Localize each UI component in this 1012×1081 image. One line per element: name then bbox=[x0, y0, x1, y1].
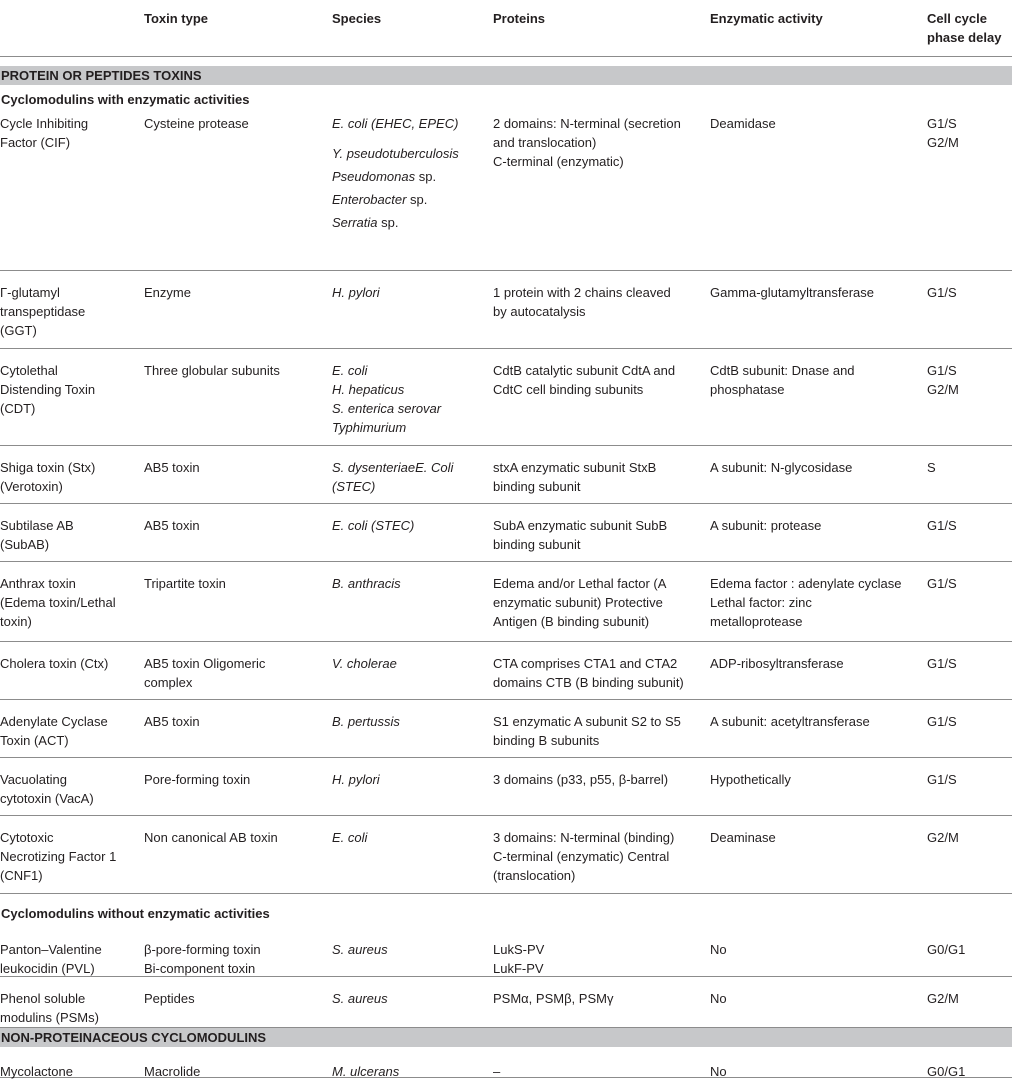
italic-text: Serratia bbox=[332, 215, 378, 230]
cell-line: Hypothetically bbox=[710, 772, 791, 787]
enzymatic-activity-cell bbox=[710, 654, 925, 673]
plain-text: sp. bbox=[406, 192, 428, 207]
enzymatic-activity-cell bbox=[710, 516, 925, 535]
cell-line: Pore-forming toxin bbox=[144, 772, 251, 787]
section-bar: PROTEIN OR PEPTIDES TOXINS bbox=[0, 66, 1012, 85]
cell-line: A subunit: protease bbox=[710, 518, 822, 533]
cell-line: AB5 toxin bbox=[144, 714, 200, 729]
cell-line: Cytotoxic bbox=[0, 830, 54, 845]
cell-line bbox=[332, 654, 487, 673]
cell-line: 2 domains: N-terminal (secretion bbox=[493, 116, 681, 131]
phase-delay-cell bbox=[927, 989, 1012, 1008]
cell-line: (CNF1) bbox=[0, 868, 43, 883]
cell-line: Edema and/or Lethal factor (A bbox=[493, 576, 667, 591]
table-row bbox=[0, 1049, 1012, 1078]
table-row bbox=[0, 270, 1012, 349]
cell-line: G1/S bbox=[927, 576, 957, 591]
cell-line: Cysteine protease bbox=[144, 116, 249, 131]
cell-line: (CDT) bbox=[0, 401, 36, 416]
cell-line: G2/M bbox=[927, 135, 959, 150]
cell-line bbox=[332, 477, 487, 496]
italic-text: B. anthracis bbox=[332, 576, 401, 591]
proteins-cell bbox=[493, 1062, 703, 1081]
cell-line: phosphatase bbox=[710, 382, 785, 397]
cell-line: binding B subunits bbox=[493, 733, 600, 748]
cell-line: binding subunit bbox=[493, 479, 581, 494]
cell-line: G1/S bbox=[927, 363, 957, 378]
cell-line bbox=[332, 165, 487, 188]
cell-line: Deaminase bbox=[710, 830, 776, 845]
cell-line bbox=[332, 712, 487, 731]
italic-text: S. dysenteriaeE. Coli bbox=[332, 460, 454, 475]
cell-line: enzymatic subunit) Protective bbox=[493, 595, 663, 610]
cell-line: G1/S bbox=[927, 285, 957, 300]
cell-line bbox=[332, 458, 487, 477]
cell-line: by autocatalysis bbox=[493, 304, 586, 319]
species-cell bbox=[332, 989, 487, 1008]
cell-line: – bbox=[493, 1064, 501, 1079]
cell-line: G0/G1 bbox=[927, 1064, 966, 1079]
enzymatic-activity-cell bbox=[710, 712, 925, 731]
cell-line: Adenylate Cyclase bbox=[0, 714, 108, 729]
proteins-cell bbox=[493, 114, 703, 171]
phase-delay-cell bbox=[927, 712, 1012, 731]
cell-line: Macrolide bbox=[144, 1064, 201, 1079]
cell-line: Edema factor : adenylate cyclase bbox=[710, 576, 902, 591]
cell-line: CdtC cell binding subunits bbox=[493, 382, 644, 397]
cell-line: Necrotizing Factor 1 bbox=[0, 849, 117, 864]
table-row bbox=[0, 927, 1012, 977]
cell-line: No bbox=[710, 942, 727, 957]
toxin-type bbox=[144, 712, 324, 731]
cell-line: modulins (PSMs) bbox=[0, 1010, 99, 1025]
cell-line: Cycle Inhibiting bbox=[0, 116, 89, 131]
cell-line: LukS-PV bbox=[493, 942, 545, 957]
cell-line: metalloprotease bbox=[710, 614, 803, 629]
toxin-name bbox=[0, 989, 135, 1027]
toxin-name bbox=[0, 458, 135, 496]
cell-line: Toxin (ACT) bbox=[0, 733, 69, 748]
cell-line: AB5 toxin bbox=[144, 518, 200, 533]
toxin-type bbox=[144, 940, 324, 978]
cell-line: binding subunit bbox=[493, 537, 581, 552]
table-row bbox=[0, 641, 1012, 700]
toxin-name bbox=[0, 1062, 135, 1081]
proteins-cell bbox=[493, 654, 703, 692]
phase-delay-cell bbox=[927, 283, 1012, 302]
cell-line: 1 protein with 2 chains cleaved bbox=[493, 285, 671, 300]
proteins-cell bbox=[493, 458, 703, 496]
species-cell bbox=[332, 361, 487, 437]
cell-line: G2/M bbox=[927, 830, 959, 845]
species-cell bbox=[332, 654, 487, 673]
cell-line: C-terminal (enzymatic) bbox=[493, 154, 624, 169]
enzymatic-activity-cell bbox=[710, 828, 925, 847]
cell-line bbox=[332, 399, 487, 418]
cell-line: Subtilase AB bbox=[0, 518, 74, 533]
cell-line: Distending Toxin bbox=[0, 382, 96, 397]
cell-line: G1/S bbox=[927, 772, 957, 787]
toxin-type bbox=[144, 361, 324, 380]
italic-text: S. enterica serovar bbox=[332, 401, 442, 416]
cell-line: G1/S bbox=[927, 714, 957, 729]
italic-text: (STEC) bbox=[332, 479, 376, 494]
cell-line: No bbox=[710, 1064, 727, 1079]
cell-line: β-pore-forming toxin bbox=[144, 942, 261, 957]
enzymatic-activity-cell bbox=[710, 770, 925, 789]
proteins-cell bbox=[493, 828, 703, 885]
proteins-cell bbox=[493, 712, 703, 750]
cell-line: Gamma-glutamyltransferase bbox=[710, 285, 874, 300]
toxin-type bbox=[144, 458, 324, 477]
cell-line: SubA enzymatic subunit SubB bbox=[493, 518, 668, 533]
toxin-type bbox=[144, 770, 324, 789]
phase-delay-cell bbox=[927, 828, 1012, 847]
header-text: Enzymatic activity bbox=[710, 11, 823, 26]
plain-text: sp. bbox=[377, 215, 399, 230]
italic-text: H. pylori bbox=[332, 772, 380, 787]
italic-text: Pseudomonas bbox=[332, 169, 416, 184]
species-cell bbox=[332, 940, 487, 959]
cell-line: Bi-component toxin bbox=[144, 961, 256, 976]
toxin-name bbox=[0, 283, 135, 340]
spacer bbox=[332, 133, 487, 142]
toxin-name bbox=[0, 654, 135, 673]
proteins-cell bbox=[493, 283, 703, 321]
enzymatic-activity-cell bbox=[710, 989, 925, 1008]
cell-line: Γ-glutamyl bbox=[0, 285, 60, 300]
enzymatic-activity-cell bbox=[710, 1062, 925, 1081]
table-row bbox=[0, 110, 1012, 271]
cell-line: (translocation) bbox=[493, 868, 576, 883]
cell-line: AB5 toxin Oligomeric bbox=[144, 656, 266, 671]
cell-line: CdtB catalytic subunit CdtA and bbox=[493, 363, 676, 378]
column-header bbox=[493, 9, 703, 28]
cell-line: G1/S bbox=[927, 116, 957, 131]
cell-line: Phenol soluble bbox=[0, 991, 86, 1006]
cell-line bbox=[332, 574, 487, 593]
cell-line: PSMα, PSMβ, PSMγ bbox=[493, 991, 614, 1006]
header-text: Toxin type bbox=[144, 11, 209, 26]
italic-text: S. aureus bbox=[332, 991, 388, 1006]
cell-line: Non canonical AB toxin bbox=[144, 830, 278, 845]
column-header bbox=[710, 9, 925, 28]
column-header bbox=[332, 9, 487, 28]
table-row bbox=[0, 445, 1012, 504]
cell-line: No bbox=[710, 991, 727, 1006]
phase-delay-cell bbox=[927, 458, 1012, 477]
toxin-type bbox=[144, 516, 324, 535]
species-cell bbox=[332, 516, 487, 535]
cell-line bbox=[332, 142, 487, 165]
header-text: Cell cycle bbox=[927, 11, 987, 26]
table-row bbox=[0, 699, 1012, 758]
proteins-cell bbox=[493, 770, 703, 789]
cell-line: A subunit: acetyltransferase bbox=[710, 714, 870, 729]
toxin-type bbox=[144, 283, 324, 302]
cell-line: G1/S bbox=[927, 656, 957, 671]
cell-line: G2/M bbox=[927, 382, 959, 397]
cell-line: Enzyme bbox=[144, 285, 191, 300]
toxin-name bbox=[0, 516, 135, 554]
species-cell bbox=[332, 770, 487, 789]
cell-line: 3 domains: N-terminal (binding) bbox=[493, 830, 675, 845]
toxin-type bbox=[144, 654, 324, 692]
cell-line: Anthrax toxin bbox=[0, 576, 76, 591]
cell-line bbox=[332, 211, 487, 234]
table-row bbox=[0, 348, 1012, 446]
italic-text: V. cholerae bbox=[332, 656, 397, 671]
italic-text: S. aureus bbox=[332, 942, 388, 957]
header-text: phase delay bbox=[927, 30, 1002, 45]
italic-text: E. coli bbox=[332, 363, 368, 378]
species-cell bbox=[332, 712, 487, 731]
cell-line bbox=[332, 418, 487, 437]
cell-line: (GGT) bbox=[0, 323, 37, 338]
toxin-name bbox=[0, 361, 135, 418]
enzymatic-activity-cell bbox=[710, 114, 925, 133]
header-text: Species bbox=[332, 11, 382, 26]
section-bar: NON-PROTEINACEOUS CYCLOMODULINS bbox=[0, 1028, 1012, 1047]
cell-line: G2/M bbox=[927, 991, 959, 1006]
phase-delay-cell bbox=[927, 940, 1012, 959]
cell-line: Cholera toxin (Ctx) bbox=[0, 656, 109, 671]
cell-line: CTA comprises CTA1 and CTA2 bbox=[493, 656, 678, 671]
toxin-name bbox=[0, 574, 135, 631]
cell-line: Factor (CIF) bbox=[0, 135, 71, 150]
species-cell bbox=[332, 1062, 487, 1081]
cell-line: C-terminal (enzymatic) Central bbox=[493, 849, 670, 864]
toxin-name bbox=[0, 770, 135, 808]
italic-text: E. coli (STEC) bbox=[332, 518, 415, 533]
phase-delay-cell bbox=[927, 516, 1012, 535]
cell-line: S bbox=[927, 460, 936, 475]
italic-text: E. coli bbox=[332, 830, 368, 845]
plain-text: sp. bbox=[415, 169, 437, 184]
italic-text: Enterobacter bbox=[332, 192, 407, 207]
toxin-name bbox=[0, 712, 135, 750]
italic-text: E. coli (EHEC, EPEC) bbox=[332, 116, 459, 131]
table-row bbox=[0, 976, 1012, 1028]
toxin-type bbox=[144, 828, 324, 847]
enzymatic-activity-cell bbox=[710, 361, 925, 399]
table-row bbox=[0, 561, 1012, 642]
italic-text: Typhimurium bbox=[332, 420, 407, 435]
cell-line: G0/G1 bbox=[927, 942, 966, 957]
enzymatic-activity-cell bbox=[710, 283, 925, 302]
column-header bbox=[927, 9, 1012, 47]
cell-line: S1 enzymatic A subunit S2 to S5 bbox=[493, 714, 681, 729]
cell-line: Deamidase bbox=[710, 116, 776, 131]
cell-line bbox=[332, 516, 487, 535]
cell-line: Mycolactone bbox=[0, 1064, 73, 1079]
cell-line bbox=[332, 380, 487, 399]
header-row bbox=[0, 0, 1012, 57]
cell-line: ADP-ribosyltransferase bbox=[710, 656, 844, 671]
cell-line: G1/S bbox=[927, 518, 957, 533]
enzymatic-activity-cell bbox=[710, 574, 925, 631]
cell-line: AB5 toxin bbox=[144, 460, 200, 475]
phase-delay-cell bbox=[927, 654, 1012, 673]
cell-line: and translocation) bbox=[493, 135, 597, 150]
phase-delay-cell bbox=[927, 574, 1012, 593]
column-header bbox=[144, 9, 324, 28]
cell-line: LukF-PV bbox=[493, 961, 544, 976]
subsection-title: Cyclomodulins without enzymatic activities bbox=[1, 906, 270, 921]
proteins-cell bbox=[493, 989, 703, 1008]
subsection-title: Cyclomodulins with enzymatic activities bbox=[1, 92, 250, 107]
toxin-name bbox=[0, 114, 135, 152]
toxin-type bbox=[144, 574, 324, 593]
cell-line: 3 domains (p33, p55, β-barrel) bbox=[493, 772, 669, 787]
proteins-cell bbox=[493, 940, 703, 978]
phase-delay-cell bbox=[927, 361, 1012, 399]
species-cell bbox=[332, 283, 487, 302]
italic-text: M. ulcerans bbox=[332, 1064, 400, 1079]
cell-line bbox=[332, 114, 487, 133]
species-cell bbox=[332, 574, 487, 593]
cell-line bbox=[332, 770, 487, 789]
toxin-name bbox=[0, 940, 135, 978]
italic-text: H. hepaticus bbox=[332, 382, 405, 397]
phase-delay-cell bbox=[927, 114, 1012, 152]
cell-line bbox=[332, 361, 487, 380]
toxin-name bbox=[0, 828, 135, 885]
cell-line: Lethal factor: zinc bbox=[710, 595, 812, 610]
header-text: Proteins bbox=[493, 11, 546, 26]
cell-line bbox=[332, 188, 487, 211]
cell-line: (Edema toxin/Lethal bbox=[0, 595, 116, 610]
enzymatic-activity-cell bbox=[710, 458, 925, 477]
table-row bbox=[0, 503, 1012, 562]
italic-text: Y. pseudotuberculosis bbox=[332, 146, 459, 161]
cell-line bbox=[332, 828, 487, 847]
cell-line bbox=[332, 1062, 487, 1081]
cell-line: domains CTB (B binding subunit) bbox=[493, 675, 684, 690]
italic-text: B. pertussis bbox=[332, 714, 400, 729]
cell-line: A subunit: N-glycosidase bbox=[710, 460, 853, 475]
cell-line: Panton–Valentine bbox=[0, 942, 102, 957]
cell-line: Three globular subunits bbox=[144, 363, 280, 378]
enzymatic-activity-cell bbox=[710, 940, 925, 959]
phase-delay-cell bbox=[927, 770, 1012, 789]
cell-line: cytotoxin (VacA) bbox=[0, 791, 94, 806]
cell-line: Antigen (B binding subunit) bbox=[493, 614, 650, 629]
cell-line: Peptides bbox=[144, 991, 195, 1006]
cell-line: stxA enzymatic subunit StxB bbox=[493, 460, 657, 475]
cell-line: leukocidin (PVL) bbox=[0, 961, 95, 976]
table-row bbox=[0, 757, 1012, 816]
cell-line bbox=[332, 283, 487, 302]
toxin-type bbox=[144, 989, 324, 1008]
cell-line: Cytolethal bbox=[0, 363, 58, 378]
cell-line: Shiga toxin (Stx) bbox=[0, 460, 96, 475]
species-cell bbox=[332, 114, 487, 234]
cell-line: (SubAB) bbox=[0, 537, 50, 552]
cell-line: CdtB subunit: Dnase and bbox=[710, 363, 855, 378]
cell-line bbox=[332, 989, 487, 1008]
cell-line: toxin) bbox=[0, 614, 32, 629]
cell-line: (Verotoxin) bbox=[0, 479, 63, 494]
toxin-type bbox=[144, 114, 324, 133]
table-row bbox=[0, 815, 1012, 894]
cell-line: Tripartite toxin bbox=[144, 576, 226, 591]
cell-line bbox=[332, 940, 487, 959]
italic-text: H. pylori bbox=[332, 285, 380, 300]
proteins-cell bbox=[493, 574, 703, 631]
toxin-type bbox=[144, 1062, 324, 1081]
phase-delay-cell bbox=[927, 1062, 1012, 1081]
species-cell bbox=[332, 458, 487, 496]
species-cell bbox=[332, 828, 487, 847]
proteins-cell bbox=[493, 516, 703, 554]
cell-line: complex bbox=[144, 675, 193, 690]
proteins-cell bbox=[493, 361, 703, 399]
cell-line: Vacuolating bbox=[0, 772, 67, 787]
cell-line: transpeptidase bbox=[0, 304, 86, 319]
